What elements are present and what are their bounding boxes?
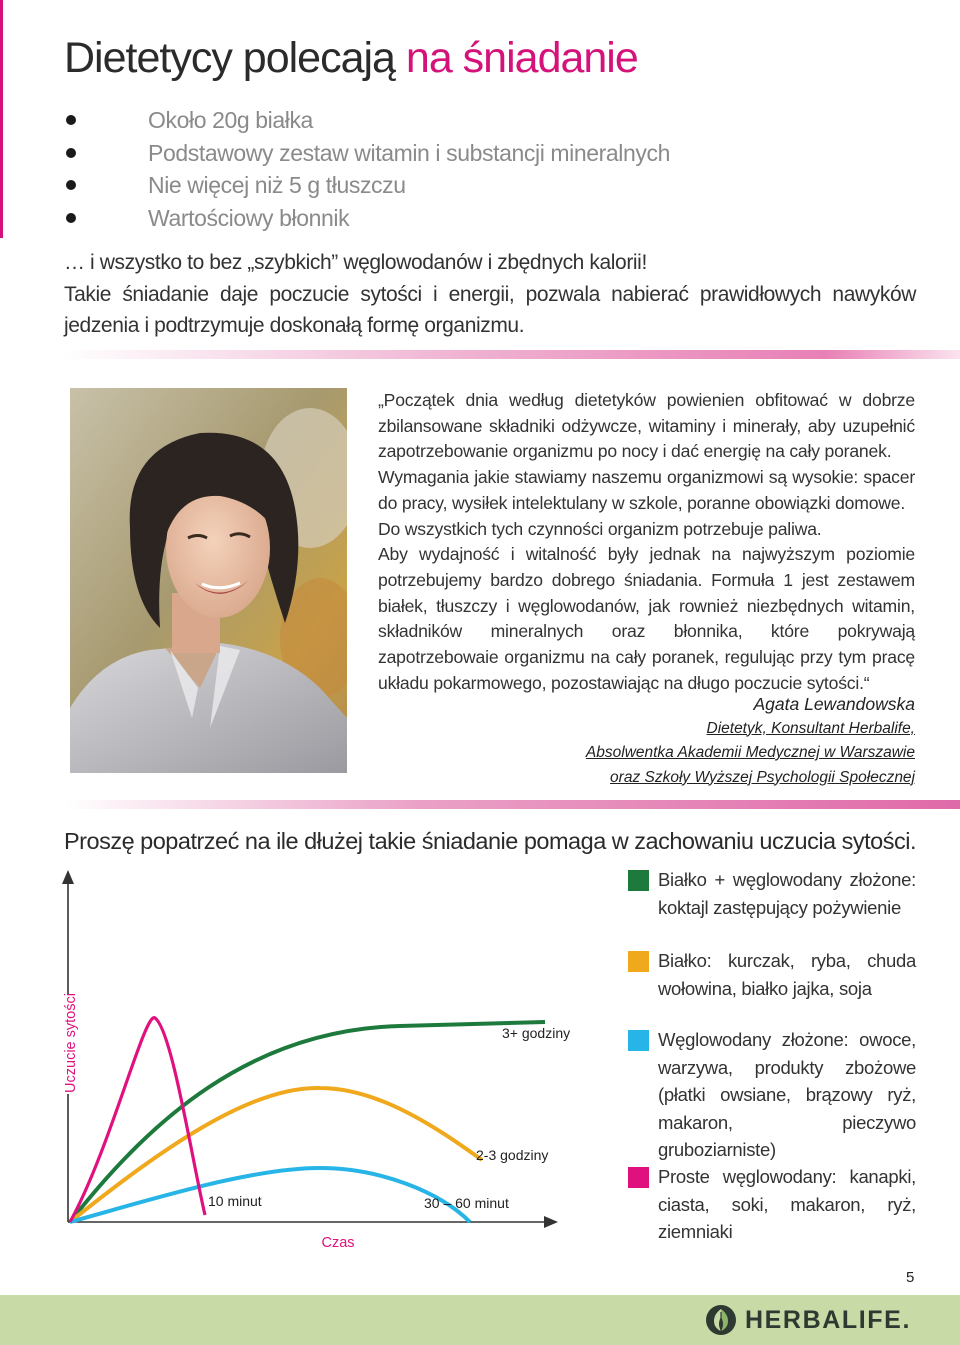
- annotation-label: 3+ godziny: [502, 1025, 571, 1041]
- x-axis-arrow: [544, 1216, 558, 1228]
- series-protein: [70, 1088, 482, 1222]
- page-title: [64, 34, 638, 83]
- herbalife-logo: [705, 1304, 911, 1336]
- legend-label: Białko: kurczak, ryba, chuda wołowina, białko jajka, soja: [658, 950, 916, 999]
- portrait-photo: [70, 388, 347, 773]
- quote-paragraph: Do wszystkich tych czynności organizm potrzebuje paliwa.: [378, 518, 822, 539]
- annotation-label: 30 – 60 minut: [424, 1195, 509, 1211]
- intro-line-1: … i wszystko to bez „szybkich” węglowodanów i zbędnych kalorii!: [64, 251, 647, 274]
- legend-item: [628, 866, 916, 921]
- legend-label: Węglowodany złożone: owoce, warzywa, produkty zbożowe (płatki owsiane, brązowy ryż, makaron, pieczywo gruboziarniste): [658, 1029, 916, 1160]
- series-protein-carbs: [70, 1022, 545, 1222]
- title-highlight: na śniadanie: [405, 34, 638, 82]
- title-main: Dietetycy polecają: [64, 34, 406, 82]
- accent-rule: [0, 0, 3, 238]
- list-item: Nie więcej niż 5 g tłuszczu: [64, 169, 670, 202]
- legend-swatch: [628, 951, 649, 972]
- quote-signature: [586, 692, 915, 790]
- divider: [64, 800, 960, 809]
- annotation-label: 2-3 godziny: [476, 1147, 549, 1163]
- expert-quote: [378, 388, 915, 696]
- author-role-2: Absolwentka Akademii Medycznej w Warszawie: [585, 744, 915, 761]
- intro-line-2: Takie śniadanie daje poczucie sytości i energii, pozwala nabierać prawidłowych nawyków jedzenia i podtrzymuje doskonałą formę organizmu.: [64, 282, 916, 337]
- divider: [64, 350, 960, 359]
- quote-paragraph: Aby wydajność i witalność były jednak na najwyższym poziomie potrzebujemy bardzo dobrego śniadania. Formuła 1 jest zestawem białek, tłuszczy i węglowodanów, jak rownież niezbędnych witamin, składników mineralnych oraz błonnika, które pokrywają zapotrzebowaie organizmu na cały poranek, regulując przy tym pracę układu pokarmowego, pozostawiając na długo poczucie sytości.“: [378, 544, 915, 693]
- y-axis-arrow: [62, 870, 74, 884]
- quote-paragraph: „Początek dnia według dietetyków powienien obfitować w dobrze zbilansowane składniki odżywcze, witaminy i minerały, aby uzupełnić zapotrzebowanie organizmu po nocy i dać energię na cały poranek.: [378, 390, 915, 462]
- legend-item: [628, 1026, 916, 1164]
- legend-item: [628, 1163, 916, 1246]
- nutrition-list: [64, 104, 670, 234]
- legend-swatch: [628, 1167, 649, 1188]
- annotation-label: 10 minut: [208, 1193, 262, 1209]
- footer-band: [0, 1295, 960, 1345]
- portrait-illustration: [70, 388, 347, 773]
- legend-swatch: [628, 870, 649, 891]
- author-role-3: oraz Szkoły Wyższej Psychologii Społecznej: [610, 768, 915, 786]
- y-axis-label: Uczucie sytości: [63, 993, 79, 1093]
- list-item: Około 20g białka: [64, 104, 670, 137]
- section-subtitle: Proszę popatrzeć na ile dłużej takie śniadanie pomaga w zachowaniu uczucia sytości.: [64, 828, 916, 854]
- author-role-1: Dietetyk, Konsultant Herbalife,: [706, 719, 915, 737]
- list-item: Wartościowy błonnik: [64, 202, 670, 235]
- satiety-chart: [40, 860, 600, 1260]
- author-name: Agata Lewandowska: [753, 694, 915, 714]
- x-axis-label: Czas: [321, 1235, 355, 1251]
- intro-text: [64, 247, 916, 342]
- legend-label: Proste węglowodany: kanapki, ciasta, soki, makaron, ryż, ziemniaki: [658, 1166, 916, 1242]
- legend-swatch: [628, 1030, 649, 1051]
- legend-item: [628, 947, 916, 1002]
- quote-paragraph: Wymagania jakie stawiamy naszemu organizmowi są wysokie: spacer do pracy, wysiłek intelektulany w szkole, poranne obowiązki domowe.: [378, 467, 915, 513]
- legend-label: Białko + węglowodany złożone: koktajl zastępujący pożywienie: [658, 869, 916, 918]
- list-item: Podstawowy zestaw witamin i substancji mineralnych: [64, 137, 670, 170]
- page-number: 5: [906, 1269, 915, 1286]
- brand-name: HERBALIFE.: [745, 1306, 911, 1334]
- leaf-logo-icon: [705, 1304, 737, 1336]
